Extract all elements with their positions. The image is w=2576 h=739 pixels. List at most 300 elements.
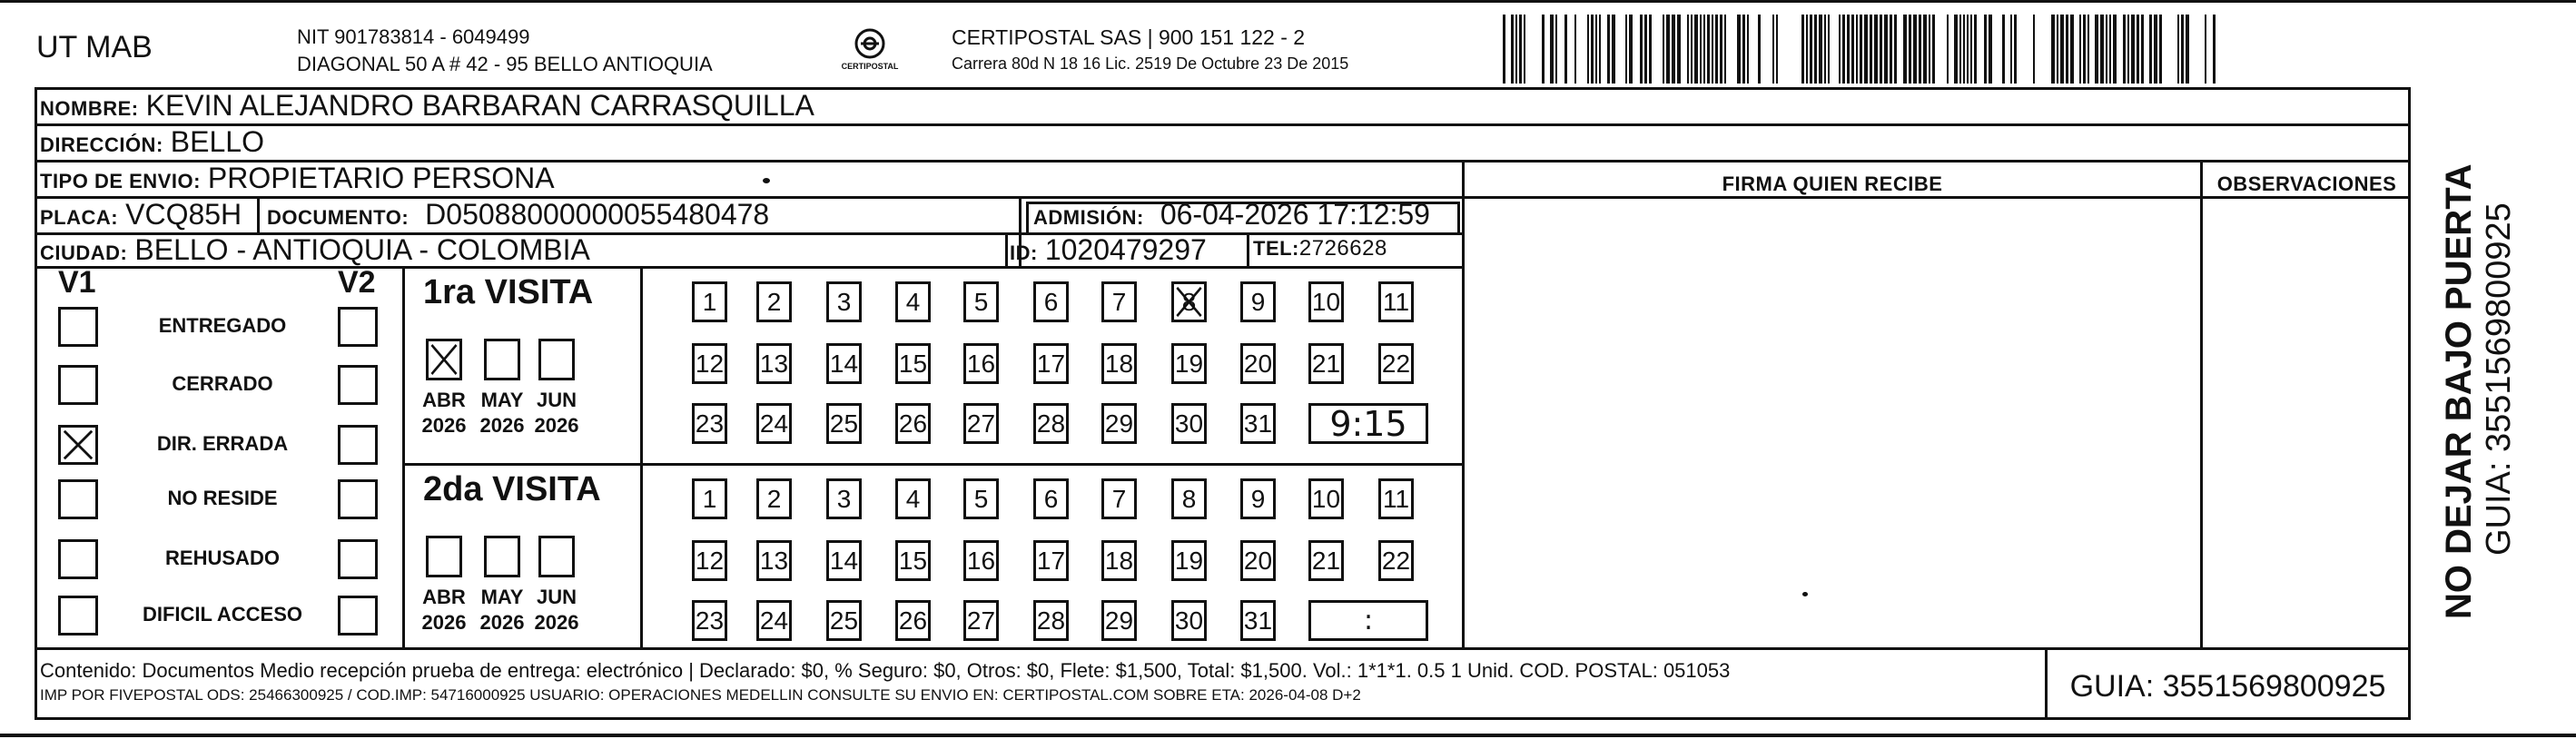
status-option-label: ENTREGADO [158, 314, 287, 337]
v1-label: V1 [58, 265, 96, 300]
barcode-bar [1677, 15, 1681, 84]
barcode-bar [1629, 15, 1633, 84]
barcode-bar [1700, 15, 1702, 84]
barcode-bar [1954, 15, 1958, 84]
day-number: 26 [898, 409, 928, 438]
barcode-bar [1595, 15, 1597, 84]
day-number: 10 [1311, 484, 1341, 513]
document-label: DOCUMENTO: [267, 206, 410, 229]
v2-checkbox[interactable] [338, 307, 378, 347]
day-number: 13 [759, 546, 789, 575]
month-year: 2026 [534, 414, 579, 437]
day-number: 28 [1036, 606, 1066, 635]
barcode-bar [1806, 15, 1808, 84]
barcode-bar [1758, 15, 1761, 84]
v1-checkbox[interactable] [58, 307, 98, 347]
day-box[interactable] [1033, 540, 1069, 581]
barcode-bar [2123, 15, 2126, 84]
barcode-bar [1640, 15, 1643, 84]
barcode-bar [1625, 15, 1627, 84]
plate-value: VCQ85H [125, 198, 242, 231]
day-box[interactable] [692, 281, 727, 322]
barcode-bar [1772, 15, 1774, 84]
header-address: DIAGONAL 50 A # 42 - 95 BELLO ANTIOQUIA [297, 53, 713, 75]
barcode-bar [2109, 15, 2111, 84]
barcode-bar [1894, 15, 1897, 84]
day-number: 25 [829, 409, 859, 438]
day-box[interactable] [1378, 540, 1414, 581]
address-row [40, 125, 264, 159]
side-guia: GUIA: 3551569800925 [2480, 202, 2518, 556]
day-box[interactable] [963, 343, 999, 384]
day-box[interactable] [1308, 540, 1344, 581]
city-value: BELLO - ANTIOQUIA - COLOMBIA [134, 233, 590, 266]
barcode-bar [1720, 15, 1722, 84]
day-box[interactable] [1378, 343, 1414, 384]
barcode-bar [2033, 15, 2035, 84]
day-box[interactable] [826, 281, 862, 322]
time-value: 9:15 [1329, 403, 1407, 444]
barcode-bar [1824, 15, 1826, 84]
day-number: 20 [1243, 546, 1273, 575]
top-border [0, 0, 2576, 3]
day-box[interactable] [1240, 403, 1276, 444]
day-number: 23 [695, 409, 725, 438]
admission-value: 06-04-2026 17:12:59 [1160, 198, 1430, 231]
barcode-bar [2002, 15, 2005, 84]
day-number: 17 [1036, 349, 1066, 378]
month-label [528, 585, 586, 636]
barcode-bar [1742, 15, 1745, 84]
barcode-bar [1691, 15, 1693, 84]
barcode-bar [1747, 15, 1749, 84]
day-box[interactable] [1240, 281, 1276, 322]
day-number: 12 [695, 349, 725, 378]
day-box[interactable] [963, 478, 999, 519]
footer-guia: GUIA: 3551569800925 [2069, 669, 2386, 704]
barcode-bar [1712, 15, 1713, 84]
name-label: NOMBRE: [40, 97, 139, 120]
barcode-bar [1814, 15, 1817, 84]
day-number: 7 [1111, 287, 1127, 316]
barcode-bar [1884, 15, 1888, 84]
barcode-bar [2137, 15, 2139, 84]
ship-type-label: TIPO DE ENVIO: [40, 170, 201, 192]
barcode-bar [1519, 15, 1522, 84]
day-number: 1 [702, 287, 717, 316]
day-box[interactable] [963, 281, 999, 322]
day-box[interactable] [895, 540, 931, 581]
day-number: 28 [1036, 409, 1066, 438]
day-box[interactable] [1101, 403, 1137, 444]
logo-text: CERTIPOSTAL [841, 62, 899, 71]
barcode-bar [2154, 15, 2157, 84]
time-value: : [1363, 605, 1374, 636]
barcode-bar [2149, 15, 2152, 84]
barcode-bar [1649, 15, 1652, 84]
firma-label: FIRMA QUIEN RECIBE [1722, 172, 1943, 195]
barcode-bar [2083, 15, 2086, 84]
day-number: 7 [1111, 484, 1127, 513]
day-box[interactable] [756, 281, 792, 322]
month-checkbox[interactable] [538, 536, 575, 577]
barcode-bar [1599, 15, 1601, 84]
city-label: CIUDAD: [40, 241, 128, 264]
plate-label: PLACA: [40, 206, 119, 229]
v2-checkbox[interactable] [338, 479, 378, 519]
day-number: 16 [966, 349, 996, 378]
day-number: 21 [1311, 546, 1341, 575]
id-row [1010, 233, 1207, 267]
day-number: 5 [973, 287, 989, 316]
day-box[interactable] [1171, 600, 1207, 641]
barcode-bar [1542, 15, 1545, 84]
barcode-bar [1515, 15, 1517, 84]
day-box[interactable] [1033, 600, 1069, 641]
day-box[interactable] [756, 600, 792, 641]
barcode-bar [1587, 15, 1589, 84]
day-number: 12 [695, 546, 725, 575]
footer-imp: IMP POR FIVEPOSTAL ODS: 25466300925 / COD.IMP: 54716000925 USUARIO: OPERACIONES MEDELLIN CONSULTE SU ENVIO EN: CERTIPOSTAL.COM SOBRE ETA: 2026-04-08 D+2 [40, 686, 1361, 704]
header-carrier: CERTIPOSTAL SAS | 900 151 122 - 2 [952, 25, 1306, 49]
day-number: 10 [1311, 287, 1341, 316]
barcode-bar [1819, 15, 1822, 84]
day-box[interactable] [895, 600, 931, 641]
day-number: 6 [1043, 484, 1059, 513]
barcode-bar [1672, 15, 1675, 84]
barcode-bar [1923, 15, 1927, 84]
day-number: 15 [898, 349, 928, 378]
day-number: 25 [829, 606, 859, 635]
month-year: 2026 [421, 414, 467, 437]
day-box[interactable] [1171, 403, 1207, 444]
month-label [415, 585, 473, 636]
day-number: 29 [1104, 409, 1134, 438]
barcode-bar [1591, 15, 1594, 84]
barcode-bar [1864, 15, 1868, 84]
v1-checkbox[interactable] [58, 539, 98, 579]
month-label [473, 585, 531, 636]
status-option-label: DIR. ERRADA [156, 432, 289, 455]
v2-checkbox[interactable] [338, 596, 378, 636]
certipostal-logo [834, 25, 906, 76]
day-number: 31 [1243, 606, 1273, 635]
v2-checkbox[interactable] [338, 365, 378, 405]
address-value: BELLO [170, 125, 264, 158]
day-box[interactable] [1033, 343, 1069, 384]
barcode-bar [1663, 15, 1664, 84]
day-number: 11 [1382, 484, 1410, 513]
v1-checkbox[interactable] [58, 425, 98, 465]
day-box[interactable] [756, 343, 792, 384]
day-box[interactable] [1171, 343, 1207, 384]
divider [402, 266, 405, 647]
day-box[interactable] [692, 343, 727, 384]
day-cross-mark [1174, 284, 1204, 320]
barcode-bar [2131, 15, 2135, 84]
day-number: 3 [836, 287, 852, 316]
day-box[interactable] [895, 478, 931, 519]
status-option-label: DIFICIL ACCESO [142, 603, 302, 626]
barcode-bar [2113, 15, 2117, 84]
barcode-bar [2087, 15, 2089, 84]
divider [257, 196, 260, 232]
barcode-bar [2186, 15, 2189, 84]
barcode-bar [1564, 15, 1567, 84]
barcode-bar [2159, 15, 2162, 84]
day-box[interactable] [756, 478, 792, 519]
day-number: 9 [1250, 287, 1266, 316]
month-name: JUN [536, 389, 577, 411]
barcode-bar [1847, 15, 1850, 84]
admission-row [1033, 198, 1430, 232]
day-box[interactable] [692, 600, 727, 641]
day-number: 24 [759, 606, 789, 635]
v1-checkbox[interactable] [58, 365, 98, 405]
day-box[interactable] [1033, 478, 1069, 519]
day-number: 4 [905, 287, 921, 316]
day-number: 20 [1243, 349, 1273, 378]
ink-dot [1802, 592, 1808, 596]
day-box[interactable] [1171, 281, 1207, 322]
document-value: D05088000000055480478 [425, 198, 770, 231]
day-box[interactable] [1308, 281, 1344, 322]
barcode-bar [2079, 15, 2081, 84]
divider [1247, 232, 1249, 266]
footer-content: Contenido: Documentos Medio recepción prueba de entrega: electrónico | Declarado: $0, % Seguro: $0, Otros: $0, Flete: $1,500, Total: $1,500. Vol.: 1*1*1. 0.5 1 Unid. COD. POSTAL: 051053 [40, 659, 1731, 682]
day-number: 14 [829, 349, 859, 378]
divider [402, 463, 1465, 466]
day-box[interactable] [1378, 281, 1414, 322]
barcode-bar [1724, 15, 1726, 84]
day-number: 2 [766, 484, 782, 513]
signature-field[interactable] [1465, 199, 2200, 647]
month-label [528, 388, 586, 438]
month-name: MAY [480, 586, 524, 608]
barcode-bar [1909, 15, 1911, 84]
barcode-bar [1963, 15, 1965, 84]
day-box[interactable] [756, 403, 792, 444]
barcode-bar [1524, 15, 1525, 84]
month-label [473, 388, 531, 438]
observaciones-label: OBSERVACIONES [2216, 172, 2397, 195]
day-number: 8 [1181, 287, 1197, 316]
barcode-bar [2127, 15, 2129, 84]
barcode-bar [1715, 15, 1718, 84]
barcode-bar [1860, 15, 1862, 84]
ship-type-row [40, 162, 555, 195]
month-checkbox[interactable] [484, 339, 520, 380]
barcode-bar [2051, 15, 2055, 84]
tel-value: 2726628 [1298, 236, 1387, 261]
barcode-bar [1666, 15, 1670, 84]
admission-label: ADMISIÓN: [1033, 206, 1144, 229]
day-box[interactable] [1240, 478, 1276, 519]
day-number: 24 [759, 409, 789, 438]
barcode-bar [1919, 15, 1921, 84]
month-checkbox[interactable] [426, 339, 462, 380]
day-box[interactable] [692, 403, 727, 444]
divider [1005, 232, 1008, 266]
barcode-bar [1870, 15, 1872, 84]
ink-dot [763, 178, 770, 183]
tel-row [1253, 236, 1387, 261]
barcode-bar [1967, 15, 1969, 84]
month-year: 2026 [534, 611, 579, 634]
day-box[interactable] [1240, 540, 1276, 581]
barcode-icon [1503, 15, 2222, 84]
header-carrier-license: Carrera 80d N 18 16 Lic. 2519 De Octubre 23 De 2015 [952, 54, 1349, 73]
barcode-bar [1839, 15, 1841, 84]
barcode-bar [1703, 15, 1705, 84]
city-row [40, 233, 590, 267]
day-number: 11 [1382, 287, 1410, 316]
barcode-bar [2095, 15, 2098, 84]
observations-field[interactable] [2203, 199, 2411, 647]
day-box[interactable] [1033, 403, 1069, 444]
barcode-bar [1984, 15, 1987, 84]
barcode-bar [2205, 15, 2206, 84]
day-box[interactable] [895, 343, 931, 384]
day-number: 16 [966, 546, 996, 575]
day-number: 30 [1174, 606, 1204, 635]
barcode-bar [1687, 15, 1689, 84]
barcode-bar [2014, 15, 2017, 84]
day-number: 3 [836, 484, 852, 513]
day-box[interactable] [692, 540, 727, 581]
v2-checkbox[interactable] [338, 425, 378, 465]
day-number: 30 [1174, 409, 1204, 438]
address-label: DIRECCIÓN: [40, 133, 163, 156]
day-box[interactable] [756, 540, 792, 581]
barcode-bar [1856, 15, 1858, 84]
barcode-bar [1801, 15, 1804, 84]
day-box[interactable] [826, 540, 862, 581]
day-number: 27 [966, 409, 996, 438]
month-name: ABR [422, 586, 466, 608]
bottom-border [0, 734, 2576, 737]
day-box[interactable] [1101, 540, 1137, 581]
v1-checkbox[interactable] [58, 479, 98, 519]
barcode-bar [1707, 15, 1710, 84]
visit-title: 1ra VISITA [423, 273, 594, 311]
divider [35, 647, 2411, 650]
name-row [40, 89, 814, 123]
barcode-bar [2066, 15, 2068, 84]
barcode-bar [1974, 15, 1977, 84]
barcode-bar [1503, 15, 1505, 84]
barcode-bar [1913, 15, 1917, 84]
day-box[interactable] [1308, 478, 1344, 519]
day-number: 21 [1311, 349, 1341, 378]
barcode-bar [1842, 15, 1845, 84]
day-box[interactable] [826, 600, 862, 641]
month-checkbox[interactable] [538, 339, 575, 380]
day-box[interactable] [692, 478, 727, 519]
barcode-bar [2060, 15, 2064, 84]
barcode-bar [1959, 15, 1961, 84]
status-option-label: REHUSADO [165, 547, 280, 569]
barcode-bar [1694, 15, 1698, 84]
day-box[interactable] [1101, 600, 1137, 641]
day-box[interactable] [1308, 343, 1344, 384]
barcode-bar [1810, 15, 1812, 84]
month-year: 2026 [479, 611, 525, 634]
v1-checkbox[interactable] [58, 596, 98, 636]
status-option-label: NO RESIDE [167, 487, 278, 509]
document-row [267, 198, 769, 232]
name-value: KEVIN ALEJANDRO BARBARAN CARRASQUILLA [145, 89, 814, 122]
barcode-bar [1880, 15, 1882, 84]
day-number: 19 [1174, 546, 1204, 575]
day-number: 22 [1381, 546, 1411, 575]
barcode-bar [1890, 15, 1892, 84]
barcode-bar [2010, 15, 2012, 84]
day-box[interactable] [1240, 600, 1276, 641]
day-box[interactable] [826, 403, 862, 444]
month-name: JUN [536, 586, 577, 608]
day-box[interactable] [1171, 540, 1207, 581]
v2-checkbox[interactable] [338, 539, 378, 579]
day-box[interactable] [895, 403, 931, 444]
barcode-bar [2141, 15, 2144, 84]
day-number: 6 [1043, 287, 1059, 316]
barcode-bar [1776, 15, 1778, 84]
day-number: 4 [905, 484, 921, 513]
barcode-bar [1511, 15, 1514, 84]
ship-type-value: PROPIETARIO PERSONA [207, 162, 555, 194]
day-box[interactable] [963, 403, 999, 444]
month-year: 2026 [421, 611, 467, 634]
time-box[interactable] [1308, 600, 1428, 641]
day-box[interactable] [1240, 343, 1276, 384]
id-value: 1020479297 [1044, 233, 1207, 266]
day-number: 5 [973, 484, 989, 513]
day-number: 22 [1381, 349, 1411, 378]
day-box[interactable] [1378, 478, 1414, 519]
day-box[interactable] [895, 281, 931, 322]
barcode-bar [1947, 15, 1949, 84]
barcode-bar [1644, 15, 1647, 84]
barcode-bar [1932, 15, 1935, 84]
visit-title: 2da VISITA [423, 470, 601, 508]
month-checkbox[interactable] [426, 536, 462, 577]
day-box[interactable] [1101, 343, 1137, 384]
month-checkbox[interactable] [484, 536, 520, 577]
barcode-bar [2100, 15, 2104, 84]
month-name: ABR [422, 389, 466, 411]
tel-label: TEL: [1253, 237, 1299, 260]
day-box[interactable] [1033, 281, 1069, 322]
v2-label: V2 [338, 265, 376, 300]
id-label: ID: [1010, 241, 1038, 264]
day-box[interactable] [1171, 478, 1207, 519]
day-number: 31 [1243, 409, 1273, 438]
day-box[interactable] [826, 343, 862, 384]
month-name: MAY [480, 389, 524, 411]
time-box[interactable] [1308, 403, 1428, 444]
day-box[interactable] [826, 478, 862, 519]
day-box[interactable] [963, 600, 999, 641]
month-year: 2026 [479, 414, 525, 437]
day-box[interactable] [963, 540, 999, 581]
day-box[interactable] [1101, 281, 1137, 322]
month-label [415, 388, 473, 438]
day-box[interactable] [1101, 478, 1137, 519]
side-warning: NO DEJAR BAJO PUERTA [2439, 163, 2479, 619]
day-number: 8 [1181, 484, 1197, 513]
barcode-bar [1929, 15, 1930, 84]
